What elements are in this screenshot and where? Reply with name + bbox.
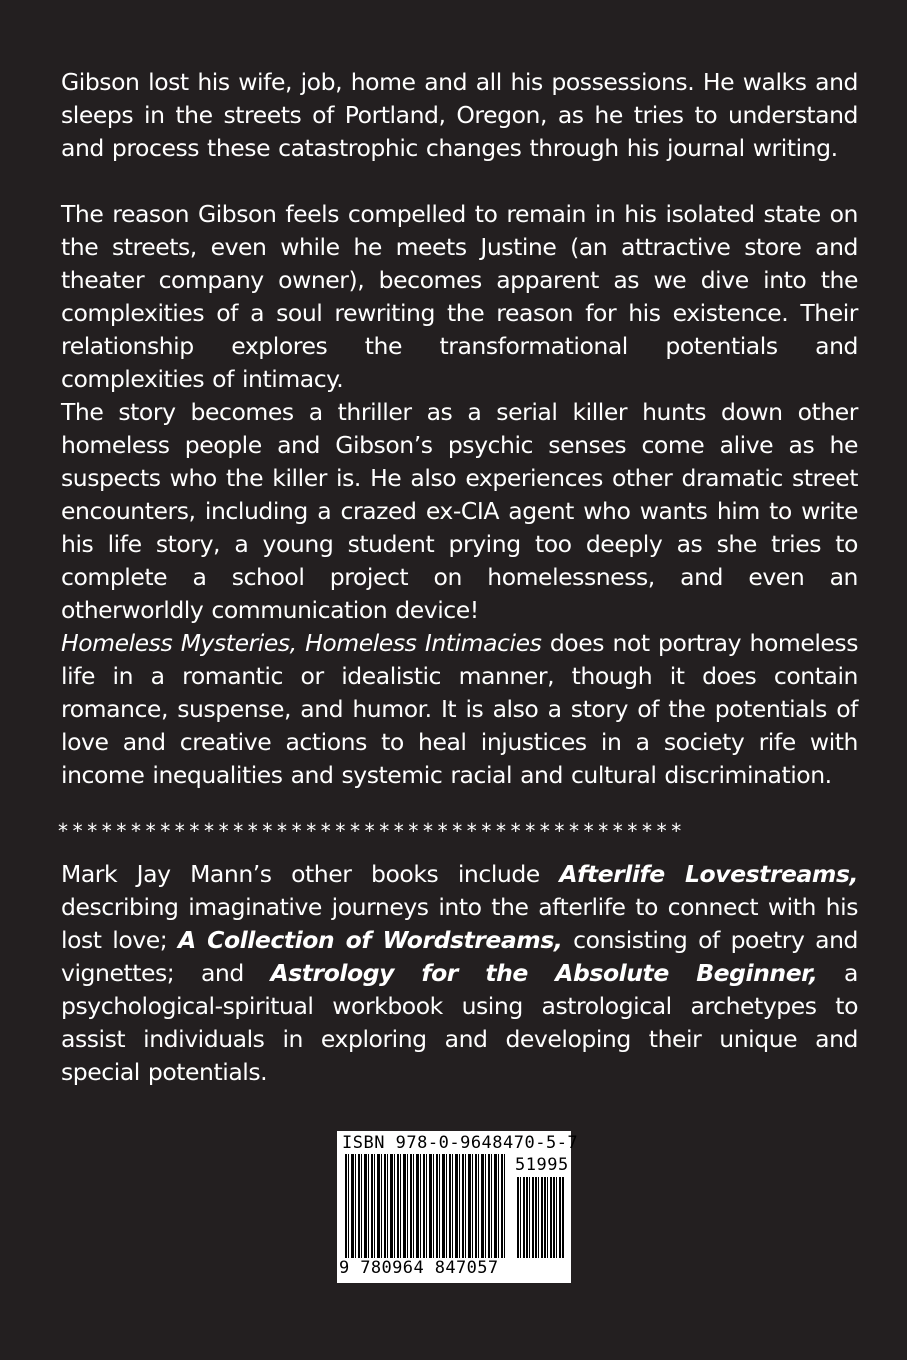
price-code: 51995 bbox=[515, 1155, 569, 1175]
book-title-italic: Homeless Mysteries, Homeless Intimacies bbox=[61, 629, 542, 657]
price-barcode-bars bbox=[517, 1177, 565, 1258]
other-books-section bbox=[61, 858, 858, 1089]
other-books-text bbox=[61, 858, 858, 1089]
ean-digits: 9 780964 847057 bbox=[339, 1258, 499, 1278]
paragraph-3-text: The story becomes a thriller as a serial killer hunts down other homeless people and Gibson’s psychic senses come alive as he suspects who the killer is. He also experiences other dramatic street encounters, including a crazed ex-CIA agent who wants him to write his life story, a young student prying too deeply as she tries to complete a school project on homelessness, and even an otherworldly communication device! bbox=[61, 398, 858, 624]
paragraph-thriller bbox=[61, 396, 858, 627]
isbn-number: ISBN 978-0-9648470-5-7 bbox=[342, 1133, 579, 1153]
isbn-barcode bbox=[337, 1131, 579, 1283]
paragraph-relationship bbox=[61, 198, 858, 396]
book-title-collection-of-wordstreams: A Collection of Wordstreams, bbox=[177, 926, 563, 954]
book-3-description: a psychological-spiritual workbook using astrological archetypes to assist individuals in exploring and developing their unique and special potentials. bbox=[61, 959, 858, 1086]
paragraph-summary bbox=[61, 627, 858, 792]
paragraph-intro bbox=[61, 66, 858, 165]
book-2-description: consisting of poetry and vignettes; and bbox=[61, 926, 859, 987]
paragraph-2-text: The reason Gibson feels compelled to remain in his isolated state on the streets, even while he meets Justine (an attractive store and theater company owner), becomes apparent as we dive into the complexities of a soul rewriting the reason for his existence. Their relationship explores the transformational potentials and complexities of intimacy. bbox=[61, 200, 858, 393]
paragraph-4-rest: does not portray homeless life in a romantic or idealistic manner, though it does contain romance, suspense, and humor. It is also a story of the potentials of love and creative actions to heal injustices in a society rife with income inequalities and systemic racial and cultural discrimination. bbox=[61, 629, 858, 789]
paragraph-4-text bbox=[61, 627, 858, 792]
book-title-astrology-absolute-beginner: Astrology for the Absolute Beginner, bbox=[270, 959, 818, 987]
ean-barcode-bars bbox=[345, 1154, 507, 1258]
section-divider: ******************************************* bbox=[58, 819, 686, 843]
other-books-intro: Mark Jay Mann’s other books include bbox=[61, 860, 560, 888]
book-title-afterlife-lovestreams: Afterlife Lovestreams, bbox=[559, 860, 858, 888]
book-1-description: describing imaginative journeys into the afterlife to connect with his lost love; bbox=[61, 893, 858, 954]
paragraph-1-text: Gibson lost his wife, job, home and all his possessions. He walks and sleeps in the streets of Portland, Oregon, as he tries to understand and process these catastrophic changes through his journal writing. bbox=[61, 68, 858, 162]
